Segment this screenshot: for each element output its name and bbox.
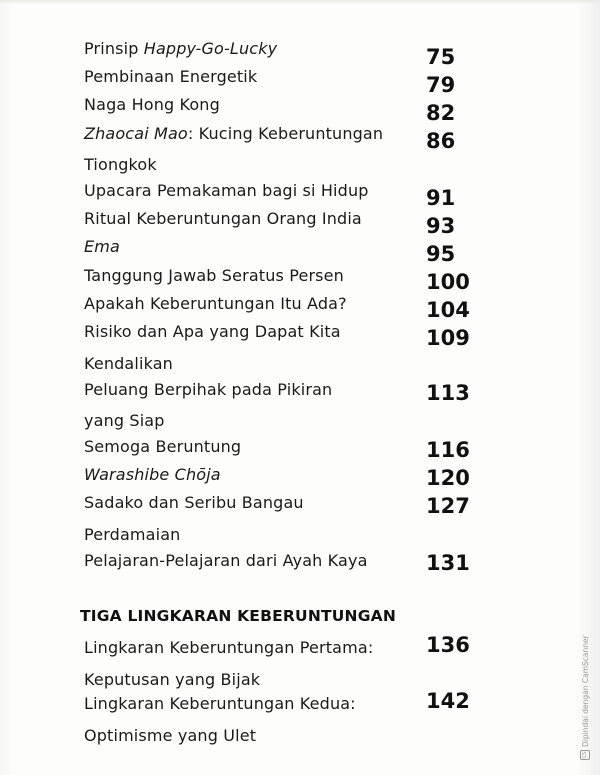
toc-entry-title: Upacara Pemakaman bagi si Hidup (84, 181, 369, 200)
toc-entry-title: Lingkaran Keberuntungan Kedua: (84, 694, 356, 713)
toc-entry (84, 461, 424, 489)
toc-entry-continuation: yang Siap (84, 411, 165, 430)
toc-entry (84, 376, 424, 435)
toc-entry-title-italic: Warashibe Chōja (84, 465, 221, 484)
toc-entry-title: Apakah Keberuntungan Itu Ada? (84, 294, 347, 313)
toc-page-number: 100 (426, 270, 470, 294)
toc-entry-continuation: Keputusan yang Bijak (84, 670, 261, 689)
toc-entry-title: Ritual Keberuntungan Orang India (84, 209, 362, 228)
toc-entry-title: Lingkaran Keberuntungan Pertama: (84, 638, 374, 657)
toc-entry (84, 634, 424, 694)
toc-entry-title-italic: Ema (84, 237, 120, 256)
toc-entry (84, 177, 424, 205)
toc-page-number: 95 (426, 242, 456, 266)
toc-entry-title: Prinsip (84, 39, 144, 58)
toc-entry (84, 120, 424, 179)
toc-entry-continuation: Kendalikan (84, 354, 173, 373)
toc-entry-title: Pelajaran-Pelajaran dari Ayah Kaya (84, 551, 368, 570)
toc-entry-title: Naga Hong Kong (84, 95, 220, 114)
toc-entry-title: Peluang Berpihak pada Pikiran (84, 380, 333, 399)
toc-entry (84, 35, 424, 63)
toc-entry (84, 433, 424, 461)
toc-page-number: 131 (426, 551, 470, 575)
scanner-watermark (580, 635, 590, 760)
toc-page-number: 75 (426, 45, 456, 69)
toc-entry-title-italic: Happy-Go-Lucky (143, 39, 278, 58)
toc-entry (84, 547, 424, 575)
toc-entry (84, 290, 424, 318)
toc-entry (84, 318, 424, 378)
section-heading: TIGA LINGKARAN KEBERUNTUNGAN (80, 607, 397, 625)
toc-page-number: 91 (426, 186, 456, 210)
toc-page-number: 127 (426, 494, 470, 518)
toc-entry-continuation: Perdamaian (84, 525, 181, 544)
toc-entry-title: Semoga Beruntung (84, 437, 242, 456)
toc-entry (84, 205, 424, 233)
toc-page-number: 113 (426, 381, 470, 405)
toc-page-number: 116 (426, 438, 470, 462)
toc-entry (84, 489, 424, 549)
toc-page-number: 120 (426, 466, 470, 490)
page-top-edge (0, 0, 600, 4)
toc-entry-title: Pembinaan Energetik (84, 67, 258, 86)
toc-page-number: 79 (426, 73, 456, 97)
toc-entry (84, 690, 424, 750)
toc-entry-title: Sadako dan Seribu Bangau (84, 493, 304, 512)
toc-entry-title-italic: Zhaocai Mao (84, 124, 188, 143)
camscanner-logo-icon: CS (582, 751, 588, 759)
toc-entry (84, 91, 424, 119)
toc-page-number: 142 (426, 689, 470, 713)
toc-page-number: 136 (426, 633, 470, 657)
toc-entry (84, 262, 424, 290)
toc-entry-continuation: Tiongkok (84, 155, 157, 174)
toc-entry-title: Tanggung Jawab Seratus Persen (84, 266, 344, 285)
toc-entry (84, 63, 424, 91)
toc-page-number: 86 (426, 129, 456, 153)
toc-page-number: 93 (426, 214, 456, 238)
toc-entry (84, 233, 424, 261)
toc-page-number: 109 (426, 326, 470, 350)
toc-entry-title: Risiko dan Apa yang Dapat Kita (84, 322, 341, 341)
watermark-text: Dipindai dengan CamScanner (580, 635, 590, 747)
toc-page-number: 104 (426, 298, 470, 322)
toc-entry-title: : Kucing Keberuntungan (187, 124, 384, 143)
toc-entry-continuation: Optimisme yang Ulet (84, 726, 257, 745)
toc-page-number: 82 (426, 101, 456, 125)
